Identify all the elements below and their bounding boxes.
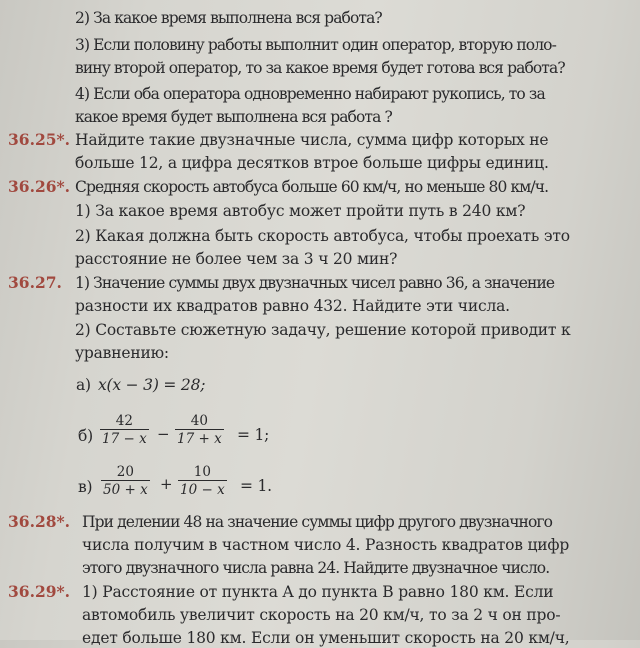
equation-rhs: = 1; [237,426,270,444]
text-line: уравнению: [75,344,169,362]
text-line: едет больше 180 км. Если он уменьшит скорость на 20 км/ч, [82,629,570,647]
operator: − [157,425,170,443]
fraction [178,464,227,499]
text-line: 2) За какое время выполнена вся работа? [75,9,382,27]
text-line: какое время будет выполнена вся работа ? [75,108,392,126]
problem-number: 36.26*. [8,177,71,196]
text-line: При делении 48 на значение суммы цифр другого двузначного [82,513,553,531]
text-line: числа получим в частном число 4. Разность квадратов цифр [82,536,570,554]
text-line: разности их квадратов равно 432. Найдите эти числа. [75,297,510,315]
text-line: расстояние не более чем за 3 ч 20 мин? [75,250,398,268]
text-line: 2) Какая должна быть скорость автобуса, чтобы проехать это [75,227,570,245]
problem-number: 36.27. [8,273,62,292]
fraction [101,464,150,499]
text-line: Найдите такие двузначные числа, сумма цифр которых не [75,131,549,149]
problem-number: 36.25*. [8,130,71,149]
numerator: 20 [116,464,134,480]
numerator: 42 [115,413,133,429]
text-line: 4) Если оба оператора одновременно набирают рукопись, то за [75,85,545,103]
numerator: 10 [193,464,211,480]
denominator: 10 − x [180,482,225,498]
text-line: 3) Если половину работы выполнит один оператор, вторую поло- [75,36,556,54]
equation-a: x(x − 3) = 28; [98,376,206,394]
text-line: 2) Составьте сюжетную задачу, решение которой приводит к [75,321,571,339]
equation-label: в) [78,478,93,496]
equation-label: б) [78,427,93,445]
numerator: 40 [190,413,208,429]
problem-number: 36.29*. [8,582,71,601]
text-line: больше 12, а цифра десятков втрое больше цифры единиц. [75,154,549,172]
problem-number: 36.28*. [8,512,71,531]
text-line: этого двузначного числа равна 24. Найдите двузначное число. [82,559,550,577]
fraction [100,413,149,448]
text-line: автомобиль увеличит скорость на 20 км/ч, то за 2 ч он про- [82,606,561,624]
denominator: 17 + x [177,431,222,447]
text-line: 1) Значение суммы двух двузначных чисел равно 36, а значение [75,274,555,292]
denominator: 17 − x [102,431,147,447]
denominator: 50 + x [103,482,148,498]
text-line: Средняя скорость автобуса больше 60 км/ч, но меньше 80 км/ч. [75,178,549,196]
text-line: вину второй оператор, то за какое время будет готова вся работа? [75,59,565,77]
equation-rhs: = 1. [240,477,272,495]
text-line: 1) За какое время автобус может пройти путь в 240 км? [75,202,526,220]
text-line: 1) Расстояние от пункта A до пункта B равно 180 км. Если [82,583,554,601]
fraction [175,413,224,448]
operator: + [160,475,173,493]
equation-label: а) [76,376,91,394]
